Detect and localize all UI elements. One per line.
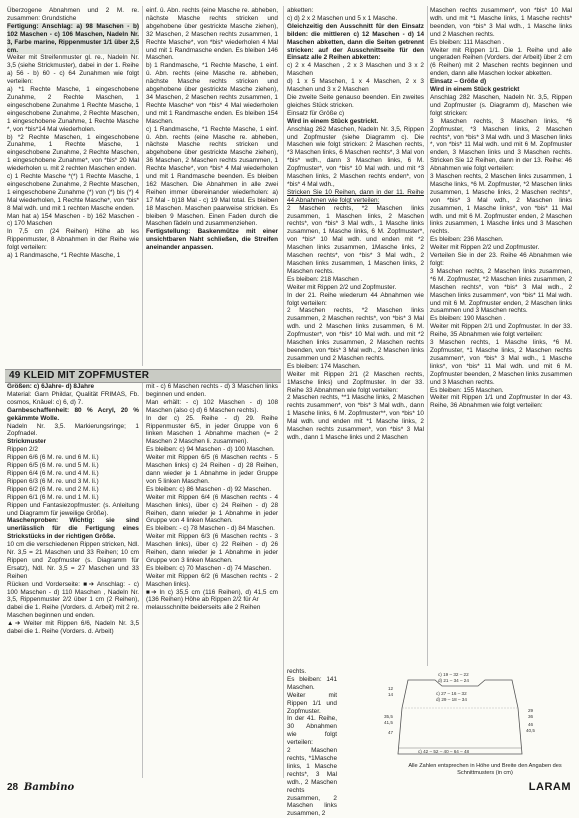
- gauge-paragraph: Maschenproben: Wichtig: sie sind unerlässlich für die Fertigung eines Strickstücks in der richtigen Größe.: [7, 517, 139, 541]
- paragraph: Stricken Sie 10 Reihen, dann in der 11. Reihe 44 Abnahmen wie folgt verteilen:: [287, 188, 424, 204]
- paragraph: In der 21. Reihe wiederum 44 Abnahmen wie folgt verteilen:: [287, 291, 424, 307]
- left-measure: 12: [388, 686, 394, 691]
- paragraph: 3 Maschen rechts, 2 Maschen links zusammen, *6 M. Zopfmuster, *2 Maschen links zusammen, 2 Maschen rechts*, von *bis* 3 Mal wdh., 2 Maschen links zusammen*, von *bis* 11 Mal wdh. und mit 6 M. Zopfmuster enden, 2 Maschen links zusammen und 3 Maschen rechts.: [430, 267, 572, 315]
- column-3: [287, 7, 424, 667]
- paragraph: rechts.: [287, 668, 307, 675]
- paragraph: Maschen rechts zusammen*, von *bis* 10 Mal wdh. und mit *1 Masche links, 1 Masche rechts* beenden, von *bis* 3 Mal wdh., 1 Masche links und 2 Maschen rechts.: [430, 7, 572, 38]
- paragraph: c) d) 2 x 2 Maschen und 5 x 1 Masche.: [287, 14, 398, 22]
- paragraph: Einsatz für Größe c): [287, 109, 345, 117]
- paragraph: Weiter mit Rippen 6/3 (6 Maschen rechts - 3 Maschen links), über c) 22 Reihen - d) 26 Reihen, dann wieder je 1 Abnahme in jeder Gruppe von 3 linken Maschen.: [146, 533, 278, 564]
- paragraph: 3 Maschen rechts, 3 Maschen links, *6 Zopfmuster, *3 Maschen links, 2 Maschen rechts*, von *bis* 3 Mal wdh. und 3 Maschen links *, von *bis* 11 Mal wdh. und mit 6 M. Zopfmuster enden, 3 Maschen links und 3 Maschen rechts. Stricken Sie 12 Reihen, dann in der 13. Reihe: 46 Abnahmen wie folgt verteilen:: [430, 117, 572, 173]
- paragraph: Es bleiben: 190 Maschen .: [430, 315, 506, 323]
- subheading: Wird in einem Stück gestrickt.: [287, 117, 379, 125]
- mid-measure-d: d) 29 – 18 – 34: [436, 697, 467, 702]
- paragraph: 2 Maschen rechts, **1 Masche links, 2 Maschen rechts zusammen*, von *bis* 3 Mal wdh., dann 1 Masche links, 6 M. Zopfmuster**, von *bis* 10 Mal wdh. und enden mit *1 Masche links, 2 Maschen rechts zusammen*, von *bis* 3 Mal wdh., dann 1 Masche links und 2 Maschen: [287, 394, 424, 441]
- paragraph: einf. û. Abn. rechts (eine Masche re. abheben, nächste Masche rechts stricken und abgehobene über gestrickte Masche ziehen), 32 Maschen, 2 Maschen rechts zusammen, 1 Rechte Masche*, von *bis* wiederholen 4 Mal und mit 1 Randmasche enden. Es bleiben 146 Maschen.: [146, 7, 278, 62]
- paragraph: Rücken und Vorderseite: ■➔ Anschlag: - c) 100 Maschen - d) 110 Maschen , Nadeln Nr. 3,5, Rippenmuster 2/2 über 1 cm (2 Reihen), dabei die 1. Reihe (Vorders. d. Arbeit) mit 2 re. Maschen beginnen und enden.: [7, 580, 139, 620]
- paragraph: 2 Maschen rechts, *2 Maschen links zusammen, 1 Maschen links, 2 Maschen rechts*, von *bis* 3 Mal wdh., 1 Masche links zusammen, 1 Masche links, 6 M. Zopfmuster*, von *bis* 10 Mal wdh. und enden mit *2 Maschen links zusammen, 1Masche links, 2 Maschen rechts*, von *bis* 3 Mal wdh., 2 Maschen links zusammen, 1 Maschen links, 2 Maschen rechts.: [287, 204, 424, 275]
- right-measure: 40,5: [526, 728, 535, 733]
- paragraph: [7, 23, 139, 55]
- paragraph: Es bleiben: c) 86 Maschen - d) 92 Maschen.: [146, 485, 272, 493]
- paragraph: a) *1 Rechte Masche, 1 eingeschobene Zunahme, 2 Rechte Maschen, 1 eingeschobene Zunahme 1 Rechte Masche, 1 eingeschobene Zunahme, 2 Rechte Maschen, 1 eingeschobene Zunahme, 1 Rechte Masche *, von *bis*14 Mal wiederholen.: [7, 86, 139, 133]
- paragraph: Weiter mit Streifenmuster gl. re., Nadeln Nr. 3,5 (siehe Strickmuster), dabei in der 1. Reihe a) 56 - b) 60 - c) 64 Zunahmen wie folgt verteilen:: [7, 54, 139, 86]
- magazine-brand: Bambino: [23, 782, 75, 793]
- paragraph: Es bleiben: c) 94 Maschen - d) 100 Maschen.: [146, 446, 275, 454]
- top-measure-c: c) 19 – 32 – 22: [438, 672, 469, 677]
- paragraph: b) 1 Randmasche, *1 Rechte Masche, 1 einf. û. Abn. rechts (eine Masche re. abheben, nächste Masche rechts stricken und abgehobene über gestrickte Masche ziehen), 34 Maschen, 2 Maschen rechts zusammen, 1 Rechte Masche* von *bis* 4 Mal wiederholen und mit 1 Randmasche enden. Es bleiben 154 Maschen.: [146, 62, 278, 125]
- paragraph: Weiter mit Rippen 1/1. Die 1. Reihe und alle ungeraden Reihen (Vorders. der Arbeit) über 2 cm (6 Reihen) mit 2 Maschen rechts beginnen und enden, dann alle Maschen locker abketten.: [430, 46, 572, 78]
- mid-measure-c: c) 27 – 16 – 32: [436, 691, 467, 696]
- paragraph: Weiter mit Rippen 1/1 und Zopfmuster.: [287, 691, 337, 715]
- page-number: 28: [7, 782, 19, 793]
- yarn-line: Garnbeschaffenheit: 80 % Acryl, 20 % gekämmte Wolle.: [7, 406, 139, 422]
- paragraph: Überzogene Abnahmen und 2 M. re. zusammen: Grundstiche: [7, 7, 139, 22]
- paragraph: mit - c) 6 Maschen rechts - d) 3 Maschen links beginnen und enden.: [146, 383, 278, 398]
- stitch-line: Rippen 6/4 (6 M. re. und 4 M. li.): [7, 469, 99, 477]
- paragraph: Weiter mit Rippen 6/2 (6 Maschen rechts - 2 Maschen links).: [146, 572, 278, 588]
- paragraph: Weiter mit Rippen 2/2 und Zopfmuster.: [430, 244, 540, 252]
- left-measure: 14: [388, 692, 394, 697]
- paragraph: Weiter mit Rippen 1/1 und Zopfmuster In der 43. Reihe, 36 Abnahmen wie folgt verteilen:: [430, 394, 572, 410]
- bottom-measure: c) 42 – 52 – 40 – 64 – 48: [418, 749, 470, 754]
- paragraph: Weiter mit Rippen 6/4 (6 Maschen rechts - 4 Maschen links), über c) 24 Reihen - d) 28 Reihen, dann wieder je 1 Abnahme in jeder Gruppe von 4 linken Maschen.: [146, 493, 278, 525]
- stitch-line: Rippen 6/6 (6 M. re. und 6 M. li.): [7, 454, 99, 462]
- ausschnitt-paragraph: Gleichzeitig den Ausschnitt für den Einsatz bilden: die mittleren c) 12 Maschen - d) 14 Maschen abketten, dann die Seiten getrennt stricken: auf der Ausschnittseite für den Einsatz alle 2 Reihen abketten:: [287, 22, 424, 62]
- paragraph: Man erhält: - c) 102 Maschen - d) 108 Maschen (also c) d) 6 Maschen rechts).: [146, 398, 278, 414]
- paragraph: 3 Maschen rechts, 2 Maschen links zusammen, 1 Masche links, *6 M. Zopfmuster, *2 Maschen links zusammen, 1 Masche links, 2 Maschen rechts*, von *bis* 3 Mal wdh., 2 Maschen links zusammen, 1 Masche links*, von *bis* 11 Mal wdh. und mit 6 M. Zopfmuster enden, 2 Maschen links zusammen, 1 Masche links und 3 Maschen rechts.: [430, 173, 572, 236]
- paragraph: Es bleiben: 218 Maschen .: [287, 275, 363, 283]
- column-3-continued: [287, 668, 337, 818]
- right-measure: 46: [528, 722, 534, 727]
- paragraph: In der 41. Reihe, 30 Abnahmen wie folgt verteilen:: [287, 715, 337, 747]
- column-divider: [142, 383, 143, 778]
- top-measure-d: d) 21 – 34 – 24: [438, 678, 469, 683]
- paragraph: 2 Maschen rechts, *1Masche links, 1 Masche rechts*, 3 Mal wdh., 2 Maschen rechts zusammen, 2 Maschen links zusammen, 2: [287, 747, 337, 818]
- left-measure: 41,5: [384, 720, 393, 725]
- paragraph: b) *2 Rechte Maschen, 1 eingeschobene Zunahme, 1 Rechte Masche, 1 eingeschobene Zunahme, 2 Rechte Maschen, 1 eingeschobene Zunahme*, von *bis* 20 Mal wiederholen u. mit 2 rechten Maschen enden.: [7, 133, 139, 173]
- right-measure: 36: [528, 714, 534, 719]
- paragraph: Weiter mit Rippen 2/2 und Zopfmuster.: [287, 283, 397, 291]
- stitch-line: Rippen 2/2: [7, 446, 38, 454]
- column-divider: [427, 6, 428, 666]
- diagram-caption: Alle Zahlen entsprechen in Höhe und Breite den Angaben des Schnittmusters (in cm): [408, 763, 562, 776]
- paragraph: In 7,5 cm (24 Reihen) Höhe ab les Rippenmuster, 8 Abnahmen in der Reihe wie folgt verteilen:: [7, 228, 139, 252]
- column-divider: [283, 6, 284, 778]
- paragraph: Anschlag 262 Maschen, Nadeln Nr. 3,5, Rippen und Zopfmuster (siehe Diagramm c). Die Maschen wie folgt stricken: 2 Maschen rechts, *3 Maschen links, 6 Maschen rechts*, 3 Mal von *bis* wdh., dann 3 Maschen links, 6 M. Zopfmuster*, von *bis* 10 Mal wdh. und mit *3 Maschen links, 2 Maschen rechts enden*, von *bis* 4 Mal wdh.,: [287, 125, 424, 188]
- paragraph: Es bleiben: c) 70 Maschen - d) 74 Maschen.: [146, 564, 272, 572]
- column-1-top: [7, 7, 139, 369]
- stitch-line: Rippen 6/1 (6 M. re. und 1 M. li.): [7, 493, 99, 501]
- column-divider: [142, 6, 143, 366]
- strickmuster-heading: Strickmuster: [7, 438, 47, 446]
- paragraph: Es bleiben: 236 Maschen.: [430, 236, 504, 244]
- publisher-mark: LARAM: [528, 781, 571, 793]
- page-footer: [7, 782, 74, 793]
- column-2-bottom: [146, 383, 278, 778]
- paragraph: Es bleiben: 111 Maschen .: [430, 38, 505, 46]
- paragraph: Anschlag 282 Maschen, Nadeln Nr. 3,5, Rippen und Zopfmuster (s. Diagramm d), Maschen wie folgt stricken:: [430, 93, 572, 117]
- paragraph: c) 1 Randmasche, *1 Rechte Masche, 1 einf. û. Abn. rechts (eine Masche re. abheben, nächste Masche rechts stricken und abgehobene über gestrickte Masche ziehen), 36 Maschen, 2 Maschen rechts zusammen, 1 Rechte Masche*, von *bis* 4 Mal wiederholen und mit 1 Randmasche beenden. Es bleiben 162 Maschen. Die Abnahmen in alle zwei Reihen immer übereinander wiederholen: a) 17 Mal - b)18 Mal - c) 19 Mal total. Es bleiben 18 Maschen. Maschen paarweise stricken. Es bleiben 9 Maschen. Einen Faden durch die Maschen fädeln und zusammenziehen.: [146, 125, 278, 228]
- paragraph: In der c) 25. Reihe - d) 29. Reihe Rippenmuster 6/5, in jeder Gruppe von 6 linken Maschen 1 Abnahme machen (= 2 Maschen 2 Maschen li. zusammen).: [146, 414, 278, 446]
- column-2-top: [146, 7, 278, 369]
- paragraph: c) 2 x 4 Maschen , 2 x 3 Maschen und 3 x 2 Maschen: [287, 62, 424, 78]
- paragraph: Weiter mit Rippen 6/5 (6 Maschen rechts - 5 Maschen links) c) 24 Reihen - d) 28 Reihen, dann wieder je 1 Abnahme in jeder Gruppe von 5 linken Maschen.: [146, 454, 278, 485]
- paragraph: d) 1 x 5 Maschen, 1 x 4 Maschen, 2 x 3 Maschen und 3 x 2 Maschen: [287, 78, 424, 94]
- section-banner: [5, 369, 281, 383]
- paragraph: a) 1 Randmasche, *1 Rechte Masche, 1: [7, 252, 121, 260]
- paragraph: abketten:: [287, 7, 314, 14]
- paragraph: Es bleiben: 141 Maschen.: [287, 675, 337, 691]
- subheading: Einsatz – Größe d): [430, 78, 487, 86]
- paragraph: 2 Maschen rechts, *2 Maschen links zusammen, 2 Maschen rechts*, von *bis* 3 Mal wdh. und 2 Maschen links zusammen, 6 M. Zopfmuster*, von *bis* 10 Mal wdh. und mit *2 Maschen links zusammen, 2 Maschen rechts beenden, von *bis* 3 Mal wdh., 2 Maschen links zusammen und 2 Maschen rechts.: [287, 307, 424, 362]
- schematic-diagram: [340, 668, 574, 778]
- paragraph: c) 1 Rechte Masche *(*) 1 Rechte Masche, 1 eingeschobene Zunahme, 2 Rechte Maschen, 1 eingeschobene Zunahme (*) von (*) bis (*) 4 Mal wiederholen, 1 Rechte Masche*, von *bis* 8 Mal wdh. und mit 1 rechten Masche enden.: [7, 173, 139, 212]
- stitch-line: Rippen 6/5 (6 M. re. und 5 M. li.): [7, 462, 99, 470]
- paragraph: Die zweite Seite genauso beenden. Ein zweites gleiches Stück stricken.: [287, 93, 424, 109]
- dress-schematic: [340, 668, 574, 760]
- subheading: Wird in einem Stück gestrickt: [430, 86, 520, 94]
- right-measure: 29: [528, 708, 534, 713]
- left-measure: 35,5: [384, 714, 393, 719]
- paragraph: Verteilen Sie in der 23. Reihe 46 Abnahmen wie folgt:: [430, 252, 572, 267]
- paragraph: Es bleiben: 155 Maschen.: [430, 386, 504, 394]
- paragraph: Weiter mit Rippen 2/1 und Zopfmuster. In der 33. Reihe, 35 Abnahmen wie folgt verteilen:: [430, 323, 572, 339]
- section-title: 49 KLEID MIT ZOPFMUSTER: [9, 370, 150, 381]
- fertigung-text: Fertigung: Anschlag: a) 98 Maschen - b) 102 Maschen - c) 106 Maschen, Nadeln Nr. 3, Farbe marine, Rippenmuster 1/1 über 2,5 cm.: [7, 22, 139, 54]
- sizes-line: Größen: c) 6Jahre- d) 8Jahre: [7, 383, 95, 390]
- paragraph: Es bleiben: - c) 78 Maschen - d) 84 Maschen.: [146, 525, 275, 533]
- left-measure: 47: [388, 730, 394, 735]
- column-4: [430, 7, 572, 667]
- paragraph: ▲➔ Weiter mit Rippen 6/6, Nadeln Nr. 3,5 dabei die 1. Reihe (Vorders. d. Arbeit): [7, 620, 139, 636]
- column-1-bottom: [7, 383, 139, 778]
- paragraph: 10 cm die verschiedenen Rippen stricken, Ndl. Nr. 3,5 = 21 Maschen und 33 Reihen; 10 cm Rippen und Zopfmuster (s. Diagramm für Ersatz), Ndl. Nr. 3,5 = 27 Maschen und 33 Reihen: [7, 541, 139, 580]
- needles-line: Nadeln Nr. 3,5. Markierungsringe; 1 Zopfnadel.: [7, 422, 139, 438]
- paragraph: Rippen und Fantasiezopfmuster: (s. Anleitung und Diagramm für jeweilige Größe).: [7, 501, 139, 517]
- stitch-line: Rippen 6/2 (6 M. re. und 2 M. li.): [7, 485, 99, 493]
- material-line: Material: Garn Phildar, Qualität FRIMAS, Fb. cosmos, Knäuel: c) 6, d) 7.: [7, 390, 139, 406]
- paragraph: ■➔ In c) 35,5 cm (116 Reihen), d) 41,5 cm (136 Reihen) Höhe ab Rippen 2/2 für Ar: [146, 588, 278, 604]
- fertigstellung-paragraph: Fertigstellung: Baskenmütze mit einer unsichtbaren Naht schließen, die Streifen aneinander anpassen.: [146, 228, 278, 252]
- paragraph: 3 Maschen rechts, 1 Masche links, *6 M. Zopfmuster, *1 Masche links, 2 Maschen rechts zusammen*, von *bis* 3 Mal wdh., 1 Masche links*, von *bis* 11 Mal wdh. und mit 6 M. Zopfmuster beenden, 2 Maschen links zusammen und 3 Maschen rechts.: [430, 339, 572, 386]
- paragraph: Weiter mit Rippen 2/1 (2 Maschen rechts, 1Masche links) und Zopfmuster. In der 33. Reihe 33 Abnahmen wie folgt verteilen:: [287, 370, 424, 394]
- paragraph: melausschnitte beiderseits alle 2 Reihen: [146, 604, 261, 612]
- stitch-line: Rippen 6/3 (6 M. re. und 3 M. li.): [7, 477, 99, 485]
- paragraph: Man hat a) 154 Maschen - b) 162 Maschen - c) 170 Maschen: [7, 212, 139, 228]
- paragraph: Es bleiben: 174 Maschen.: [287, 362, 361, 370]
